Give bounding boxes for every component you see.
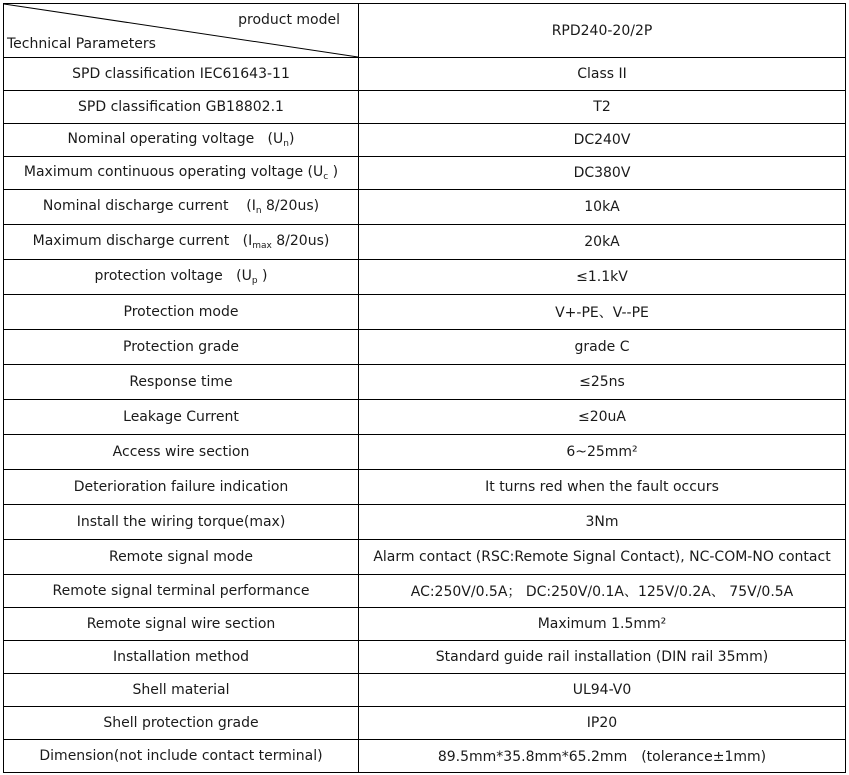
parameter-cell — [4, 707, 359, 740]
table-row — [4, 641, 846, 674]
parameter-label: SPD classification GB18802.1 — [78, 99, 284, 115]
table-row — [4, 365, 846, 400]
parameter-subscript: c — [323, 172, 329, 182]
value-cell: IP20 — [359, 707, 846, 740]
table-row — [4, 260, 846, 295]
table-row — [4, 190, 846, 225]
value-cell: Standard guide rail installation (DIN rail 35mm) — [359, 641, 846, 674]
value-cell: DC240V — [359, 124, 846, 157]
value-cell: 10kA — [359, 190, 846, 225]
parameter-cell — [4, 608, 359, 641]
table-row — [4, 505, 846, 540]
parameter-label-tail: 8/20us) — [271, 233, 330, 249]
corner-label-technical-parameters: Technical Parameters — [7, 36, 156, 52]
value-cell: ≤1.1kV — [359, 260, 846, 295]
value-cell: 6~25mm² — [359, 435, 846, 470]
parameter-label: Shell material — [132, 682, 230, 698]
parameter-cell — [4, 740, 359, 773]
value-cell: ≤20uA — [359, 400, 846, 435]
parameter-label: Nominal operating voltage (U — [67, 131, 284, 147]
parameter-label: Protection mode — [123, 304, 239, 320]
parameter-label: Dimension(not include contact terminal) — [39, 748, 323, 764]
table-row — [4, 435, 846, 470]
parameter-label-tail: 8/20us) — [261, 198, 320, 214]
parameter-cell — [4, 575, 359, 608]
parameter-cell — [4, 225, 359, 260]
parameter-label-tail: ) — [288, 131, 295, 147]
parameter-cell — [4, 540, 359, 575]
value-cell: 20kA — [359, 225, 846, 260]
spec-table — [3, 3, 846, 773]
parameter-cell — [4, 124, 359, 157]
value-cell: DC380V — [359, 157, 846, 190]
value-cell: V+-PE、V--PE — [359, 295, 846, 330]
parameter-label-tail: ) — [328, 164, 339, 180]
value-cell: 89.5mm*35.8mm*65.2mm (tolerance±1mm) — [359, 740, 846, 773]
parameter-label: Response time — [129, 374, 233, 390]
value-cell: 3Nm — [359, 505, 846, 540]
table-row — [4, 124, 846, 157]
value-cell: ≤25ns — [359, 365, 846, 400]
spec-table-body — [4, 4, 846, 773]
table-row — [4, 540, 846, 575]
parameter-label: Install the wiring torque(max) — [76, 514, 286, 530]
parameter-label: Remote signal wire section — [86, 616, 276, 632]
table-row — [4, 330, 846, 365]
value-cell: grade C — [359, 330, 846, 365]
parameter-label: Nominal discharge current (I — [42, 198, 256, 214]
parameter-cell — [4, 330, 359, 365]
table-row — [4, 575, 846, 608]
parameter-cell — [4, 58, 359, 91]
parameter-label: Leakage Current — [123, 409, 239, 425]
parameter-label: Deterioration failure indication — [73, 479, 289, 495]
product-model-cell: RPD240-20/2P — [359, 4, 846, 58]
corner-label-product-model: product model — [238, 12, 340, 28]
header-row — [4, 4, 846, 58]
parameter-cell — [4, 295, 359, 330]
parameter-subscript: max — [252, 241, 272, 251]
corner-header-cell — [4, 4, 359, 58]
parameter-cell — [4, 400, 359, 435]
parameter-cell — [4, 190, 359, 225]
parameter-cell — [4, 435, 359, 470]
value-cell: Class II — [359, 58, 846, 91]
table-row — [4, 58, 846, 91]
table-row — [4, 470, 846, 505]
value-cell: UL94-V0 — [359, 674, 846, 707]
value-cell: It turns red when the fault occurs — [359, 470, 846, 505]
parameter-label: Maximum continuous operating voltage (U — [23, 164, 324, 180]
parameter-subscript: p — [251, 276, 258, 286]
parameter-cell — [4, 260, 359, 295]
parameter-cell — [4, 365, 359, 400]
parameter-label: Maximum discharge current (I — [32, 233, 253, 249]
table-row — [4, 400, 846, 435]
value-cell: Maximum 1.5mm² — [359, 608, 846, 641]
parameter-cell — [4, 157, 359, 190]
table-row — [4, 707, 846, 740]
table-row — [4, 295, 846, 330]
parameter-label: SPD classification IEC61643-11 — [72, 66, 290, 82]
parameter-cell — [4, 91, 359, 124]
parameter-label: protection voltage (U — [94, 268, 252, 284]
value-cell: Alarm contact (RSC:Remote Signal Contact), NC-COM-NO contact — [359, 540, 846, 575]
parameter-subscript: n — [283, 139, 289, 149]
parameter-label: Remote signal mode — [108, 549, 254, 565]
parameter-label: Access wire section — [112, 444, 250, 460]
value-cell: AC:250V/0.5A； DC:250V/0.1A、125V/0.2A、 75V/0.5A — [359, 575, 846, 608]
parameter-cell — [4, 505, 359, 540]
parameter-label-tail: ) — [257, 268, 268, 284]
parameter-cell — [4, 641, 359, 674]
table-row — [4, 225, 846, 260]
table-row — [4, 608, 846, 641]
parameter-label: Shell protection grade — [103, 715, 259, 731]
parameter-label: Protection grade — [123, 339, 239, 355]
value-cell: T2 — [359, 91, 846, 124]
parameter-label: Installation method — [112, 649, 250, 665]
table-row — [4, 740, 846, 773]
parameter-label: Remote signal terminal performance — [52, 583, 310, 599]
table-row — [4, 157, 846, 190]
parameter-cell — [4, 470, 359, 505]
table-row — [4, 674, 846, 707]
parameter-subscript: n — [255, 206, 262, 216]
parameter-cell — [4, 674, 359, 707]
table-row — [4, 91, 846, 124]
